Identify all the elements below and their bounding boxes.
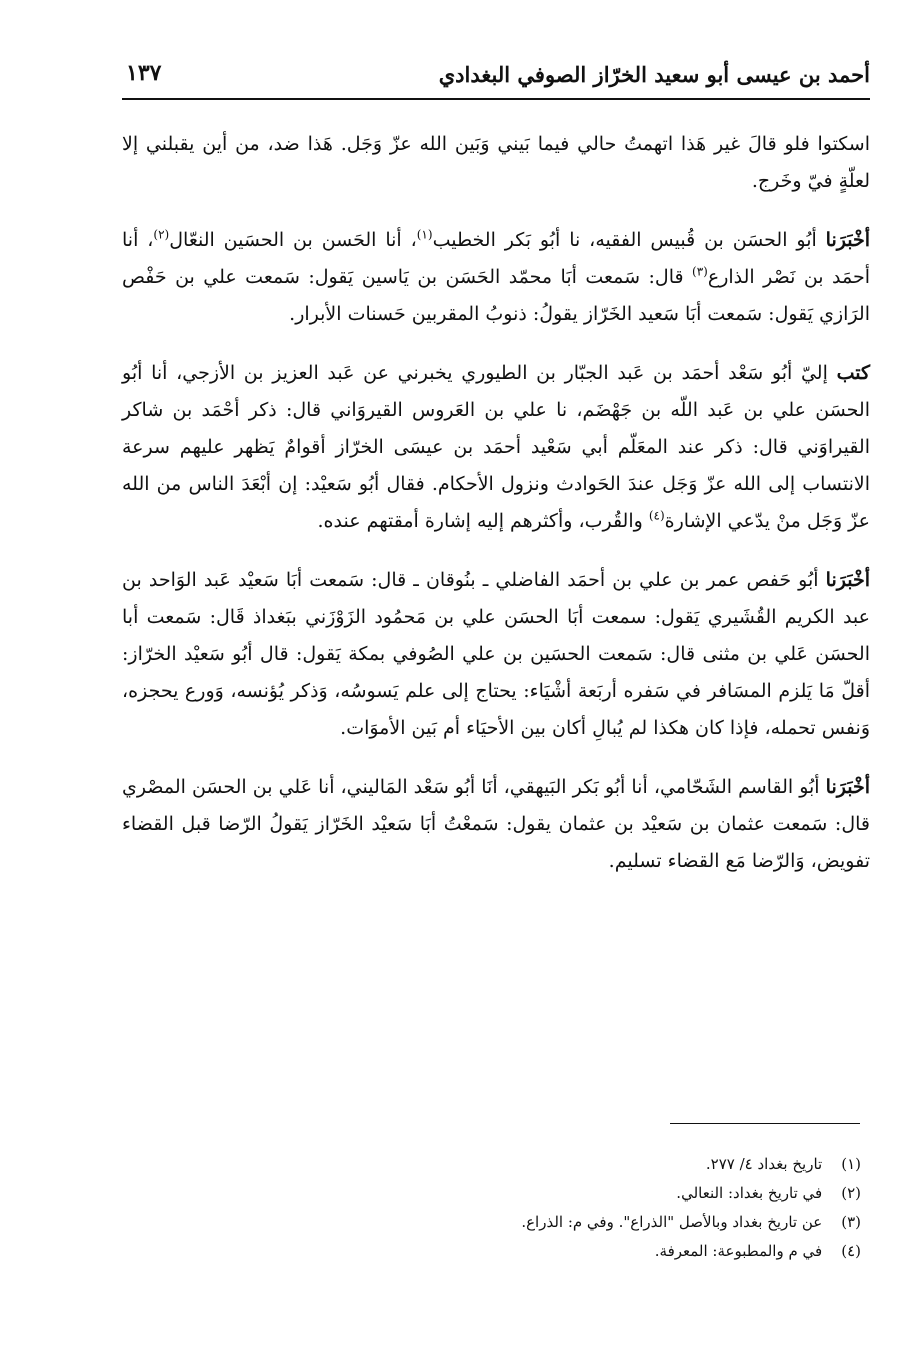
footnote-marker: (١) xyxy=(416,227,433,242)
paragraph-1 xyxy=(122,126,870,200)
paragraph-text: والقُرب، وأكثرهم إليه إشارة أمقتهم عنده. xyxy=(317,510,649,532)
footnote-4 xyxy=(161,1237,861,1266)
footnote-text: في م والمطبوعة: المعرفة. xyxy=(654,1242,823,1260)
footnote-text: في تاريخ بغداد: النعالي. xyxy=(676,1184,823,1202)
paragraph-text: أبُو القاسم الشَحّامي، أنا أبُو بَكر البَيهقي، أنَا أبُو سَعْد المَاليني، أنا عَلي بن الحسَن المصْري قال: سَمعت عثمان بن سَعيْد بن عثمان يقول: سَمعْتُ أبَا سَعيْد الخَرّاز يَقولُ الرّضا قبل القضاء تفويض، وَالرّضا مَع القضاء تسليم. xyxy=(122,776,870,872)
page-number: ١٣٧ xyxy=(126,60,162,86)
footnote-text: تاريخ بغداد ٤/ ٢٧٧. xyxy=(705,1155,823,1173)
paragraph-text: ، أنا الحَسن بن الحسَين النعّال xyxy=(169,229,417,251)
paragraph-3 xyxy=(122,355,870,540)
paragraph-text: إليّ أبُو سَعْد أحمَد بن عَبد الجبّار بن الطيوري يخبرني عن عَبد العزيز بن الأزجي، أنا أبُو الحسَن علي بن عَبد اللّه بن جَهْضَم، نا علي بن العَروس القيروَاني قال: ذكر أحْمَد بن شاكر القيراوَني قال: ذكر عند المعَلّم أبي سَعْيد أحمَد بن عيسَى الخرّاز أقوامٌ يَظهر عليهم سرعة الانتساب إلى الله عزّ وَجَل عندَ الحَوادث ونزول الأحكام. فقال أبُو سَعيْد: إن أبْعَدَ الناس من الله عزّ وَجَل منْ يدّعي الإشارة xyxy=(122,362,870,532)
paragraph-lead-word: أخْبَرَنا xyxy=(825,229,870,251)
footnote-number: (١) xyxy=(841,1155,861,1173)
paragraph-4 xyxy=(122,562,870,747)
footnote-1 xyxy=(161,1150,861,1179)
paragraph-text: أبُو حَفص عمر بن علي بن أحمَد الفاضلي ـ بنُوقان ـ قال: سَمعت أبَا سَعيْد عَبد الوَاحد بن عبد الكريم القُشَيري يَقول: سمعت أبَا الحسَن علي بن مَحمُود الزَوْزَني ببَغداذ قَال: سَمعت أبا الحسَن عَلي بن مثنى قال: سَمعت الحسَين بن علي الصُوفي بمكة يَقول: قال أبُو سَعيْد الخرّاز: أقلّ مَا يَلزم المسَافر في سَفره أربَعة أشْيَاء: يحتاج إلى علم يَسوسُه، وَذكر يُؤنسه، وَورع يحجزه، وَنفس تحمله، فإذا كان هكذا لم يُبالِ أكان بين الأحيَاء أم بَين الأموَات. xyxy=(122,569,870,739)
main-text xyxy=(122,126,870,902)
footnote-divider xyxy=(670,1123,860,1124)
footnote-marker: (٣) xyxy=(692,264,708,279)
footnote-2 xyxy=(161,1179,861,1208)
footnote-text: عن تاريخ بغداد وبالأصل "الذراع". وفي م: الذراع. xyxy=(521,1213,823,1231)
paragraph-lead-word: كتب xyxy=(836,362,870,384)
footnote-number: (٣) xyxy=(841,1213,861,1231)
paragraph-2 xyxy=(122,222,870,333)
footnotes xyxy=(161,1150,861,1266)
footnote-number: (٤) xyxy=(841,1242,861,1260)
paragraph-text: اسكتوا فلو قالَ غير هَذا اتهمتُ حالي فيما بَيني وَبَين الله عزّ وَجَل. هَذا ضد، من أين يقبلني إلا لعلّةٍ فيّ وخَرج. xyxy=(122,133,870,192)
page-header xyxy=(122,58,870,100)
footnote-marker: (٢) xyxy=(153,227,170,242)
paragraph-lead-word: أخْبَرَنا xyxy=(825,569,870,591)
paragraph-text: أبُو الحسَن بن قُبيس الفقيه، نا أبُو بَكر الخطيب xyxy=(432,229,826,251)
paragraph-text: قال: سَمعت أبَا محمّد الحَسَن بن يَاسين يَقول: سَمعت علي بن حَفْص الرَازي يَقول: سَمعت أبَا سَعيد الخَرّاز يقولُ: ذنوبُ المقربين حَسنات الأبرار. xyxy=(122,266,870,325)
footnote-number: (٢) xyxy=(841,1184,861,1202)
paragraph-5 xyxy=(122,769,870,880)
footnote-marker: (٤) xyxy=(648,508,665,523)
footnote-3 xyxy=(161,1208,861,1237)
running-title: أحمد بن عيسى أبو سعيد الخرّاز الصوفي البغدادي xyxy=(438,62,870,87)
paragraph-lead-word: أخْبَرَنا xyxy=(825,776,870,798)
paragraph-text: ، أنا أحمَد بن نَصْر الذارع xyxy=(122,229,870,288)
